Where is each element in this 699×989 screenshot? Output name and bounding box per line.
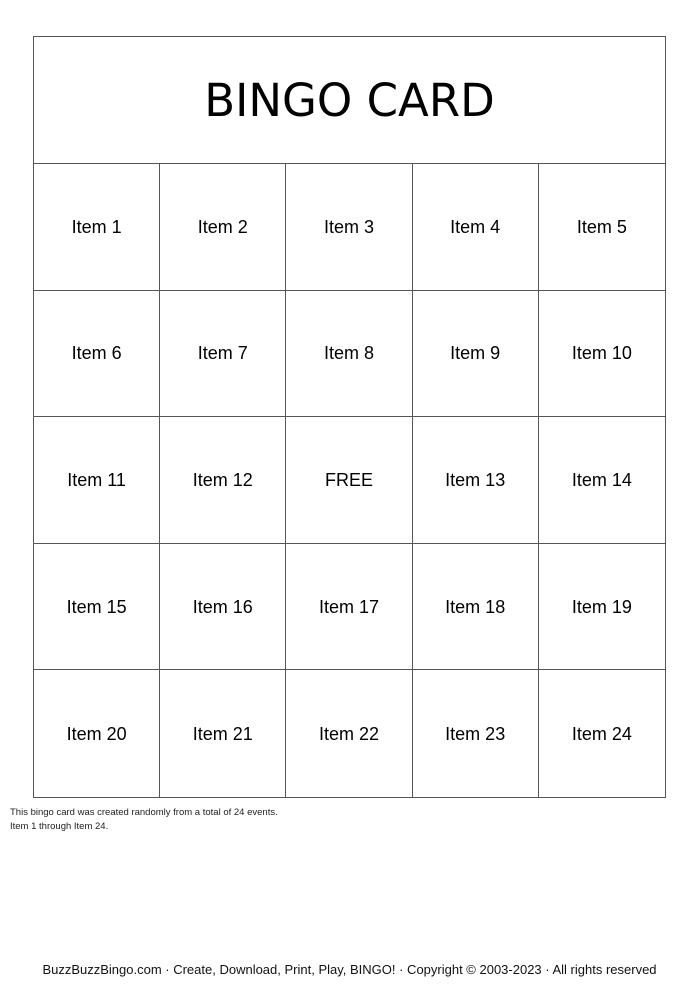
- bingo-cell: Item 1: [34, 164, 160, 291]
- bingo-cell: Item 3: [286, 164, 412, 291]
- card-info: [10, 806, 690, 833]
- bingo-cell: Item 11: [34, 417, 160, 544]
- page-footer: BuzzBuzzBingo.com · Create, Download, Print, Play, BINGO! · Copyright © 2003-2023 · All rights reserved: [42, 962, 657, 977]
- bingo-cell: Item 8: [286, 291, 412, 418]
- bingo-cell: Item 7: [160, 291, 286, 418]
- bingo-cell: Item 21: [160, 670, 286, 797]
- info-event-list: Item 1 through Item 24.: [10, 820, 109, 832]
- bingo-cell: Item 19: [539, 544, 665, 671]
- bingo-cell: Item 23: [413, 670, 539, 797]
- bingo-cell: Item 18: [413, 544, 539, 671]
- bingo-cell: Item 22: [286, 670, 412, 797]
- bingo-cell: Item 13: [413, 417, 539, 544]
- bingo-cell-free: FREE: [286, 417, 412, 544]
- bingo-cell: Item 20: [34, 670, 160, 797]
- bingo-cell: Item 24: [571, 723, 632, 744]
- bingo-cell: Item 16: [160, 544, 286, 671]
- bingo-cell: Item 9: [413, 291, 539, 418]
- bingo-cell: Item 12: [160, 417, 286, 544]
- bingo-cell: Item 14: [539, 417, 665, 544]
- bingo-grid: [34, 164, 665, 797]
- info-summary: This bingo card was created randomly from a total of 24 events.: [10, 807, 278, 818]
- bingo-cell: Item 6: [34, 291, 160, 418]
- bingo-cell: Item 10: [539, 291, 665, 418]
- bingo-cell: Item 5: [539, 164, 665, 291]
- card-title: BINGO CARD: [34, 37, 665, 164]
- bingo-cell: Item 15: [34, 544, 160, 671]
- bingo-cell: Item 2: [160, 164, 286, 291]
- bingo-card: [33, 36, 666, 798]
- bingo-cell: Item 4: [413, 164, 539, 291]
- bingo-cell: Item 17: [286, 544, 412, 671]
